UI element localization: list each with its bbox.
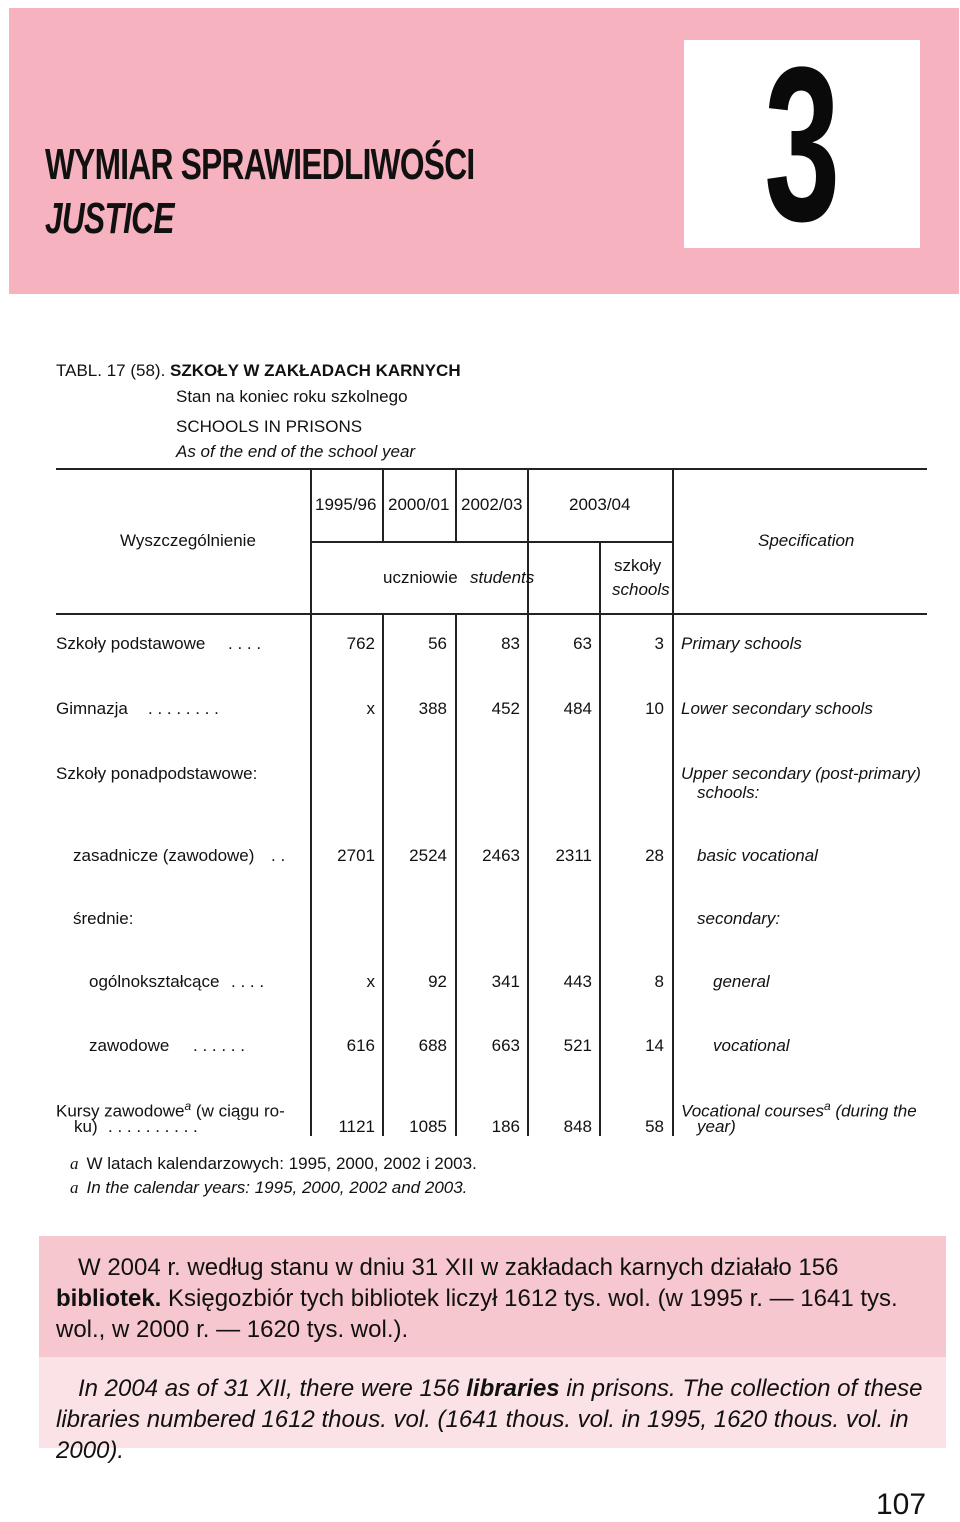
table-title-en: SCHOOLS IN PRISONS: [176, 417, 363, 436]
chapter-number-box: [684, 21, 920, 267]
footnote-en: a In the calendar years: 1995, 2000, 2002 and 2003.: [70, 1178, 468, 1197]
row-label-pl: zasadnicze (zawodowe) . .: [73, 846, 286, 865]
table-cell: 2524: [409, 846, 447, 865]
table-cell: 1085: [409, 1117, 447, 1136]
row-label-en: general: [713, 972, 770, 991]
header-schools-en: schools: [612, 580, 670, 599]
header-schools-pl: szkoły: [614, 556, 662, 575]
table-cell: 2311: [555, 846, 592, 865]
chapter-title-en: JUSTICE: [45, 194, 174, 243]
header-specification-pl: Wyszczególnienie: [120, 531, 256, 550]
table-cell: 452: [491, 699, 520, 718]
row-label-pl: ogólnokształcące . . . .: [89, 972, 265, 991]
header-year-3: 2002/03: [461, 495, 523, 514]
table-number: TABL. 17 (58).: [56, 361, 166, 380]
col-divider-3-header: [455, 469, 457, 543]
table-subtitle-en: As of the end of the school year: [176, 442, 416, 461]
info-box-en: [39, 1357, 946, 1464]
col-divider-5: [599, 542, 601, 1136]
chapter-title-pl: WYMIAR SPRAWIEDLIWOŚCI: [45, 140, 475, 189]
table-cell: 616: [346, 1036, 375, 1055]
row-label-en: vocational: [713, 1036, 790, 1055]
col-divider-2: [382, 614, 384, 1136]
table-cell: 1121: [338, 1117, 375, 1136]
table-cell: 28: [645, 846, 664, 865]
row-label-en-cont: schools:: [697, 783, 760, 802]
footnote-marker: a: [184, 1099, 192, 1113]
table-cell: 848: [563, 1117, 592, 1136]
row-label-pl: Kursy zawodowe$^a$ (w ciągu ro-: [56, 1099, 285, 1121]
table-cell: 92: [428, 972, 447, 991]
table-cell: 2463: [482, 846, 520, 865]
header-year-1: 1995/96: [315, 495, 377, 514]
col-divider-3: [455, 614, 457, 1136]
table-cell: 2701: [337, 846, 375, 865]
header-specification-en: Specification: [758, 531, 855, 550]
footnote-pl: a W latach kalendarzowych: 1995, 2000, 2002 i 2003.: [70, 1154, 477, 1173]
header-students-pl: uczniowie: [383, 568, 458, 587]
row-label-en: secondary:: [697, 909, 781, 928]
chapter-number: 3: [764, 21, 840, 267]
table-cell: 56: [428, 634, 447, 653]
table-cell: 341: [491, 972, 520, 991]
row-label-en: Primary schools: [681, 634, 802, 653]
info-text-en: In 2004 as of 31 XII, there were 156 libraries in prisons. The collection of these libraries numbered 1612 thous. vol. (1641 thous. vol. in 1995, 1620 thous. vol. in 2000).: [56, 1375, 923, 1464]
table-cell: x: [366, 699, 375, 718]
col-divider-6: [672, 469, 674, 1136]
table-cell: 443: [563, 972, 592, 991]
table-cell: 3: [654, 634, 664, 653]
col-divider-2-header: [382, 469, 384, 543]
header-students-en: students: [470, 568, 535, 587]
row-label-en: Upper secondary (post-primary): [681, 764, 921, 783]
table-cell: x: [366, 972, 375, 991]
table-cell: 521: [563, 1036, 592, 1055]
info-box-pl: [39, 1236, 946, 1357]
header-year-4: 2003/04: [569, 495, 631, 514]
row-label-en: Vocational courses$^a$ (during the: [681, 1099, 917, 1121]
table-cell: 14: [645, 1036, 664, 1055]
info-text-pl: W 2004 r. według stanu w dniu 31 XII w zakładach karnych działało 156 bibliotek. Księgozbiór tych bibliotek liczył 1612 tys. wol. (w 1995 r. — 1641 tys. wol., w 2000 r. — 1620 tys. wol.).: [56, 1254, 898, 1343]
row-label-en: basic vocational: [697, 846, 818, 865]
table-cell: 688: [418, 1036, 447, 1055]
table-cell: 484: [563, 699, 592, 718]
table-subtitle-pl: Stan na koniec roku szkolnego: [176, 387, 408, 406]
row-label-pl: Szkoły podstawowe . . . .: [56, 634, 262, 653]
table-cell: 58: [645, 1117, 664, 1136]
header-year-2: 2000/01: [388, 495, 450, 514]
footnote-marker: a: [824, 1099, 831, 1113]
row-label-en: Lower secondary schools: [681, 699, 873, 718]
row-label-pl: Gimnazja . . . . . . . .: [56, 699, 219, 718]
table-cell: 8: [654, 972, 664, 991]
table-cell: 663: [491, 1036, 520, 1055]
header-split-rule: [311, 541, 674, 543]
table-cell: 762: [346, 634, 375, 653]
table-title-pl: SZKOŁY W ZAKŁADACH KARNYCH: [170, 361, 461, 380]
row-label-pl: zawodowe . . . . . .: [89, 1036, 245, 1055]
table-header-rule: [56, 613, 927, 615]
table-cell: 83: [501, 634, 520, 653]
table-top-rule: [56, 468, 927, 470]
table-cell: 388: [418, 699, 447, 718]
table-title: [56, 361, 461, 381]
row-label-pl-cont: ku) . . . . . . . . . .: [74, 1117, 198, 1136]
table-cell: 63: [573, 634, 592, 653]
row-label-pl: średnie:: [73, 909, 134, 928]
row-label-en-cont: year): [697, 1117, 736, 1136]
table-cell: 186: [491, 1117, 520, 1136]
col-divider-1: [310, 469, 312, 1136]
page-number: 107: [876, 1488, 927, 1521]
table-cell: 10: [645, 699, 664, 718]
row-label-pl: Szkoły ponadpodstawowe:: [56, 764, 258, 783]
